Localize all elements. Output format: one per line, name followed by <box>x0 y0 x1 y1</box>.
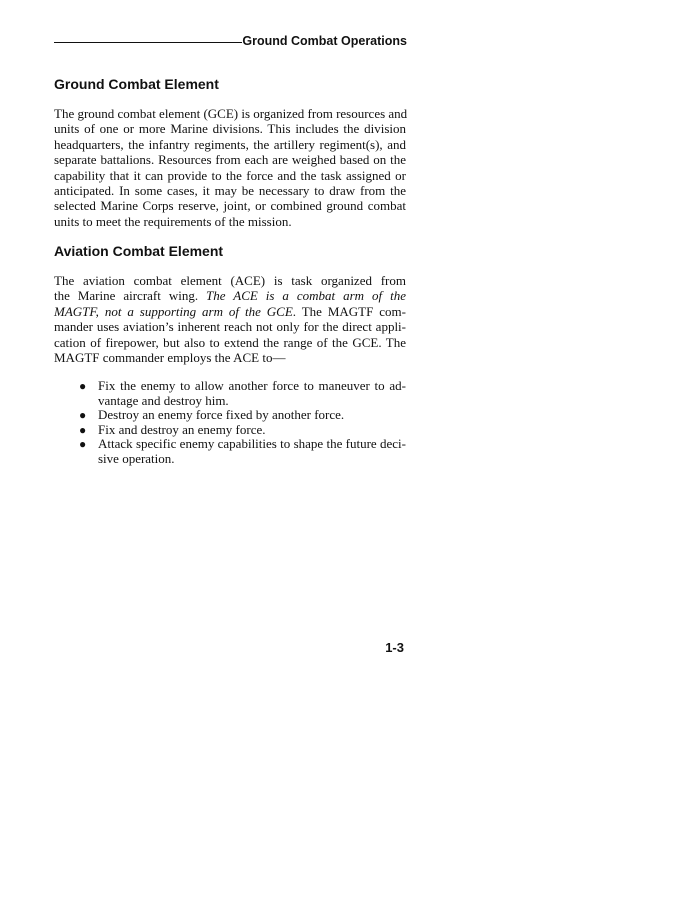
header-title: Ground Combat Operations <box>242 34 407 48</box>
list-item-line: vantage and destroy him. <box>98 392 229 408</box>
gce-line: headquarters, the infantry regiments, the artillery regiment(s), and <box>54 136 406 152</box>
ace-line: mander uses aviation’s inherent reach not only for the direct appli- <box>54 319 406 335</box>
ace-paragraph <box>54 273 406 365</box>
list-item <box>78 423 406 438</box>
ace-line3-plain: . The MAGTF com- <box>292 303 406 319</box>
bullet-icon: ● <box>79 408 87 423</box>
bullet-icon: ● <box>79 437 87 452</box>
header-rule <box>54 42 242 43</box>
gce-line: separate battalions. Resources from each are weighed based on the <box>54 152 406 168</box>
ace-heading: Aviation Combat Element <box>54 243 224 259</box>
gce-line: selected Marine Corps reserve, joint, or combined ground combat <box>54 198 406 214</box>
ace-line3-italic: MAGTF, not a supporting arm of the GCE <box>54 303 293 319</box>
bullet-icon: ● <box>79 379 87 393</box>
list-item-line: Fix and destroy an enemy force. <box>98 421 266 437</box>
ace-line2-plain: the Marine aircraft wing. <box>54 288 207 304</box>
list-item <box>78 379 406 408</box>
ace-line: cation of firepower, but also to extend the range of the GCE. The <box>54 334 406 350</box>
gce-line: capability that it can provide to the force and the task assigned or <box>54 167 406 183</box>
list-item <box>78 408 406 423</box>
bullet-icon: ● <box>79 422 87 437</box>
ace-line <box>54 304 406 319</box>
gce-heading: Ground Combat Element <box>54 76 219 92</box>
gce-line: The ground combat element (GCE) is organized from resources and <box>54 106 408 121</box>
list-item-line: sive operation. <box>98 450 175 466</box>
page-number: 1-3 <box>385 640 404 655</box>
ace-line: The aviation combat element (ACE) is task organized from <box>54 273 406 288</box>
ace-tasks-list <box>78 379 406 467</box>
ace-line: MAGTF commander employs the ACE to— <box>54 350 286 366</box>
ace-line <box>54 288 406 303</box>
ace-line2-italic: The ACE is a combat arm of the <box>206 288 406 304</box>
gce-line: units of one or more Marine divisions. This includes the division <box>54 121 406 137</box>
gce-line: units to meet the requirements of the mission. <box>54 213 292 229</box>
list-item-line: Fix the enemy to allow another force to maneuver to ad- <box>98 378 406 393</box>
list-item-line: Destroy an enemy force fixed by another force. <box>98 407 345 423</box>
gce-paragraph <box>54 106 406 229</box>
running-header <box>54 34 407 52</box>
list-item-line: Attack specific enemy capabilities to shape the future deci- <box>98 436 406 452</box>
list-item <box>78 437 406 466</box>
gce-line: anticipated. In some cases, it may be necessary to draw from the <box>54 183 406 199</box>
